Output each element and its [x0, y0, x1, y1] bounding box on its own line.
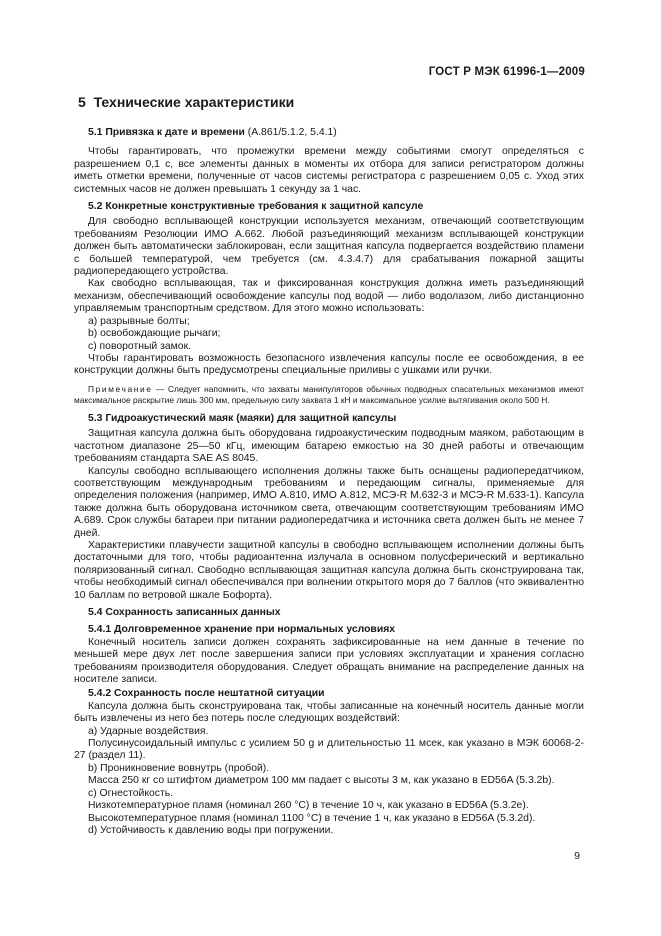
page-content — [74, 94, 584, 837]
para-5-3-3: Характеристики плавучести защитной капсулы в свободно всплывающем исполнении должны быть достаточными для того, чтобы радиоантенна излучала в основном полусферический и вертикально поляризованный сигнал. Свободно всплывающая защитная капсула должна быть сконструирована так, чтобы необходимый сигнал обеспечивался при волнении открытого моря до 7 баллов (что эквивалентно 10 баллам по ветровой шкале Бофорта). — [74, 539, 584, 601]
heading-5-1-ref: (А.861/5.1.2, 5.4.1) — [247, 127, 337, 138]
heading-5-4-1-title: Долговременное хранение при нормальных условиях — [114, 624, 396, 636]
pressure-label: d) Устойчивость к давлению воды при погружении. — [88, 824, 334, 836]
para-5-2-3: Чтобы гарантировать возможность безопасного извлечения капсулы после ее освобождения, в ее конструкции должны быть предусмотрены специальные приливы с ушками или ручки. — [74, 352, 584, 377]
penetration-text: Масса 250 кг со штифтом диаметром 100 мм падает с высоты 3 м, как указано в ED56A (5.3.2b). — [88, 775, 555, 787]
impact-label: a) Ударные воздействия. — [88, 725, 209, 737]
para-5-4-2: Капсула должна быть сконструирована так, чтобы записанные на конечный носитель данные могли быть извлечены из него без потерь после следующих воздействий: — [74, 700, 584, 725]
heading-5-1-title: Привязка к дате и времени — [105, 127, 245, 138]
note — [74, 384, 584, 407]
heading-5-2-number: 5.2 — [88, 201, 103, 213]
fire-text-high: Высокотемпературное пламя (номинал 1100 °С) в течение 1 ч, как указано в ED56A (5.3.2d). — [88, 812, 536, 824]
page-number: 9 — [574, 850, 580, 862]
heading-5-4-2 — [74, 688, 584, 700]
heading-5-1 — [74, 127, 584, 139]
heading-5-3-number: 5.3 — [88, 412, 103, 424]
section-number: 5 — [78, 94, 86, 110]
heading-5-1-number: 5.1 — [88, 127, 103, 138]
fire-label: c) Огнестойкость. — [88, 787, 174, 799]
note-label: Примечание — [88, 383, 153, 394]
heading-5-2-title: Конкретные конструктивные требования к защитной капсуле — [105, 201, 424, 213]
fire-text-low: Низкотемпературное пламя (номинал 260 °С) в течение 10 ч, как указано в ED56A (5.3.2e). — [88, 800, 529, 812]
heading-5-4-1-number: 5.4.1 — [88, 624, 112, 636]
note-text: — Следует напомнить, что захваты манипуляторов обычных подводных спасательных механизмов имеют максимальное раскрытие лишь 300 мм, предельную силу захвата 1 кН и максимальное усилие вытягивания около 500 Н. — [74, 383, 584, 406]
heading-5-3 — [74, 413, 584, 425]
para-5-2-2: Как свободно всплывающая, так и фиксированная конструкция должна иметь разъединяющий механизм, обеспечивающий освобождение капсулы под водой — либо водолазом, либо дистанционно управляемым транспортным средством. Для этого можно использовать: — [74, 278, 584, 315]
heading-5-4-number: 5.4 — [88, 607, 103, 618]
heading-5-4-2-number: 5.4.2 — [88, 688, 112, 700]
heading-5-4-title: Сохранность записанных данных — [105, 607, 281, 618]
impact-text: Полусинусоидальный импульс с усилием 50 g и длительностью 11 мсек, как указано в МЭК 60068-2-27 (раздел 11). — [74, 738, 584, 762]
standard-code: ГОСТ Р МЭК 61996-1—2009 — [428, 66, 585, 78]
para-5-3-2: Капсулы свободно всплывающего исполнения должны также быть оснащены радиопередатчиком, соответствующим международным требованиям и передающим сигналы, применяемые для определения положения (например, ИМО А.810, ИМО А.812, МСЭ-R М.632-3 и МСЭ-R М.633-1). Капсула также должна быть оборудована источником света, отвечающим соответствующим требованиям ИМО А.689. Срок службы батареи при питании радиопередатчика и источника света должен быть не менее 7 дней. — [74, 465, 584, 539]
list-item-b: b) освобождающие рычаги; — [88, 328, 221, 340]
list-item-a: a) разрывные болты; — [88, 315, 190, 327]
heading-5-2 — [74, 201, 584, 213]
heading-5-4 — [74, 607, 584, 619]
list-item-c: c) поворотный замок. — [88, 340, 192, 352]
heading-5-4-2-title: Сохранность после нештатной ситуации — [114, 688, 325, 700]
section-title-text: Технические характеристики — [93, 94, 295, 110]
para-5-1-1: Чтобы гарантировать, что промежутки времени между событиями смогут определяться с разрешением 0,1 с, все элементы данных в моменты их отбора для записи регистратором должны иметь отметки времени, полученные от часов системы регистратора с разрешением 0,05 с. Уход этих системных часов не должен превышать 1 секунду за 1 час. — [74, 146, 584, 195]
para-5-3-1: Защитная капсула должна быть оборудована гидроакустическим подводным маяком, работающим в частотном диапазоне 25—50 кГц, имеющим батарею емкостью на 30 дней работы и отвечающим требованиям стандарта SAE AS 8045. — [74, 428, 584, 465]
section-title — [78, 94, 584, 110]
heading-5-4-1 — [74, 624, 584, 636]
para-5-2-1: Для свободно всплывающей конструкции используется механизм, отвечающий соответствующим требованиям Резолюции ИМО А.662. Любой разъединяющий механизм всплывающей конструкции должен быть автоматически заблокирован, если защитная капсула подвергается воздействию пламени с большей температурой, чем требуется (см. 4.3.4.7) для срабатывания пожарной защиты радиопередающего устройства. — [74, 216, 584, 278]
heading-5-3-title: Гидроакустический маяк (маяки) для защитной капсулы — [105, 412, 397, 424]
penetration-label: b) Проникновение вовнутрь (пробой). — [88, 762, 270, 774]
para-5-4-1: Конечный носитель записи должен сохранять зафиксированные на нем данные в течение по меньшей мере двух лет после завершения записи при условиях эксплуатации и хранения согласно требованиям производителя оборудования. Следует обращать внимание на распределение данных на носителе записи. — [74, 636, 584, 686]
